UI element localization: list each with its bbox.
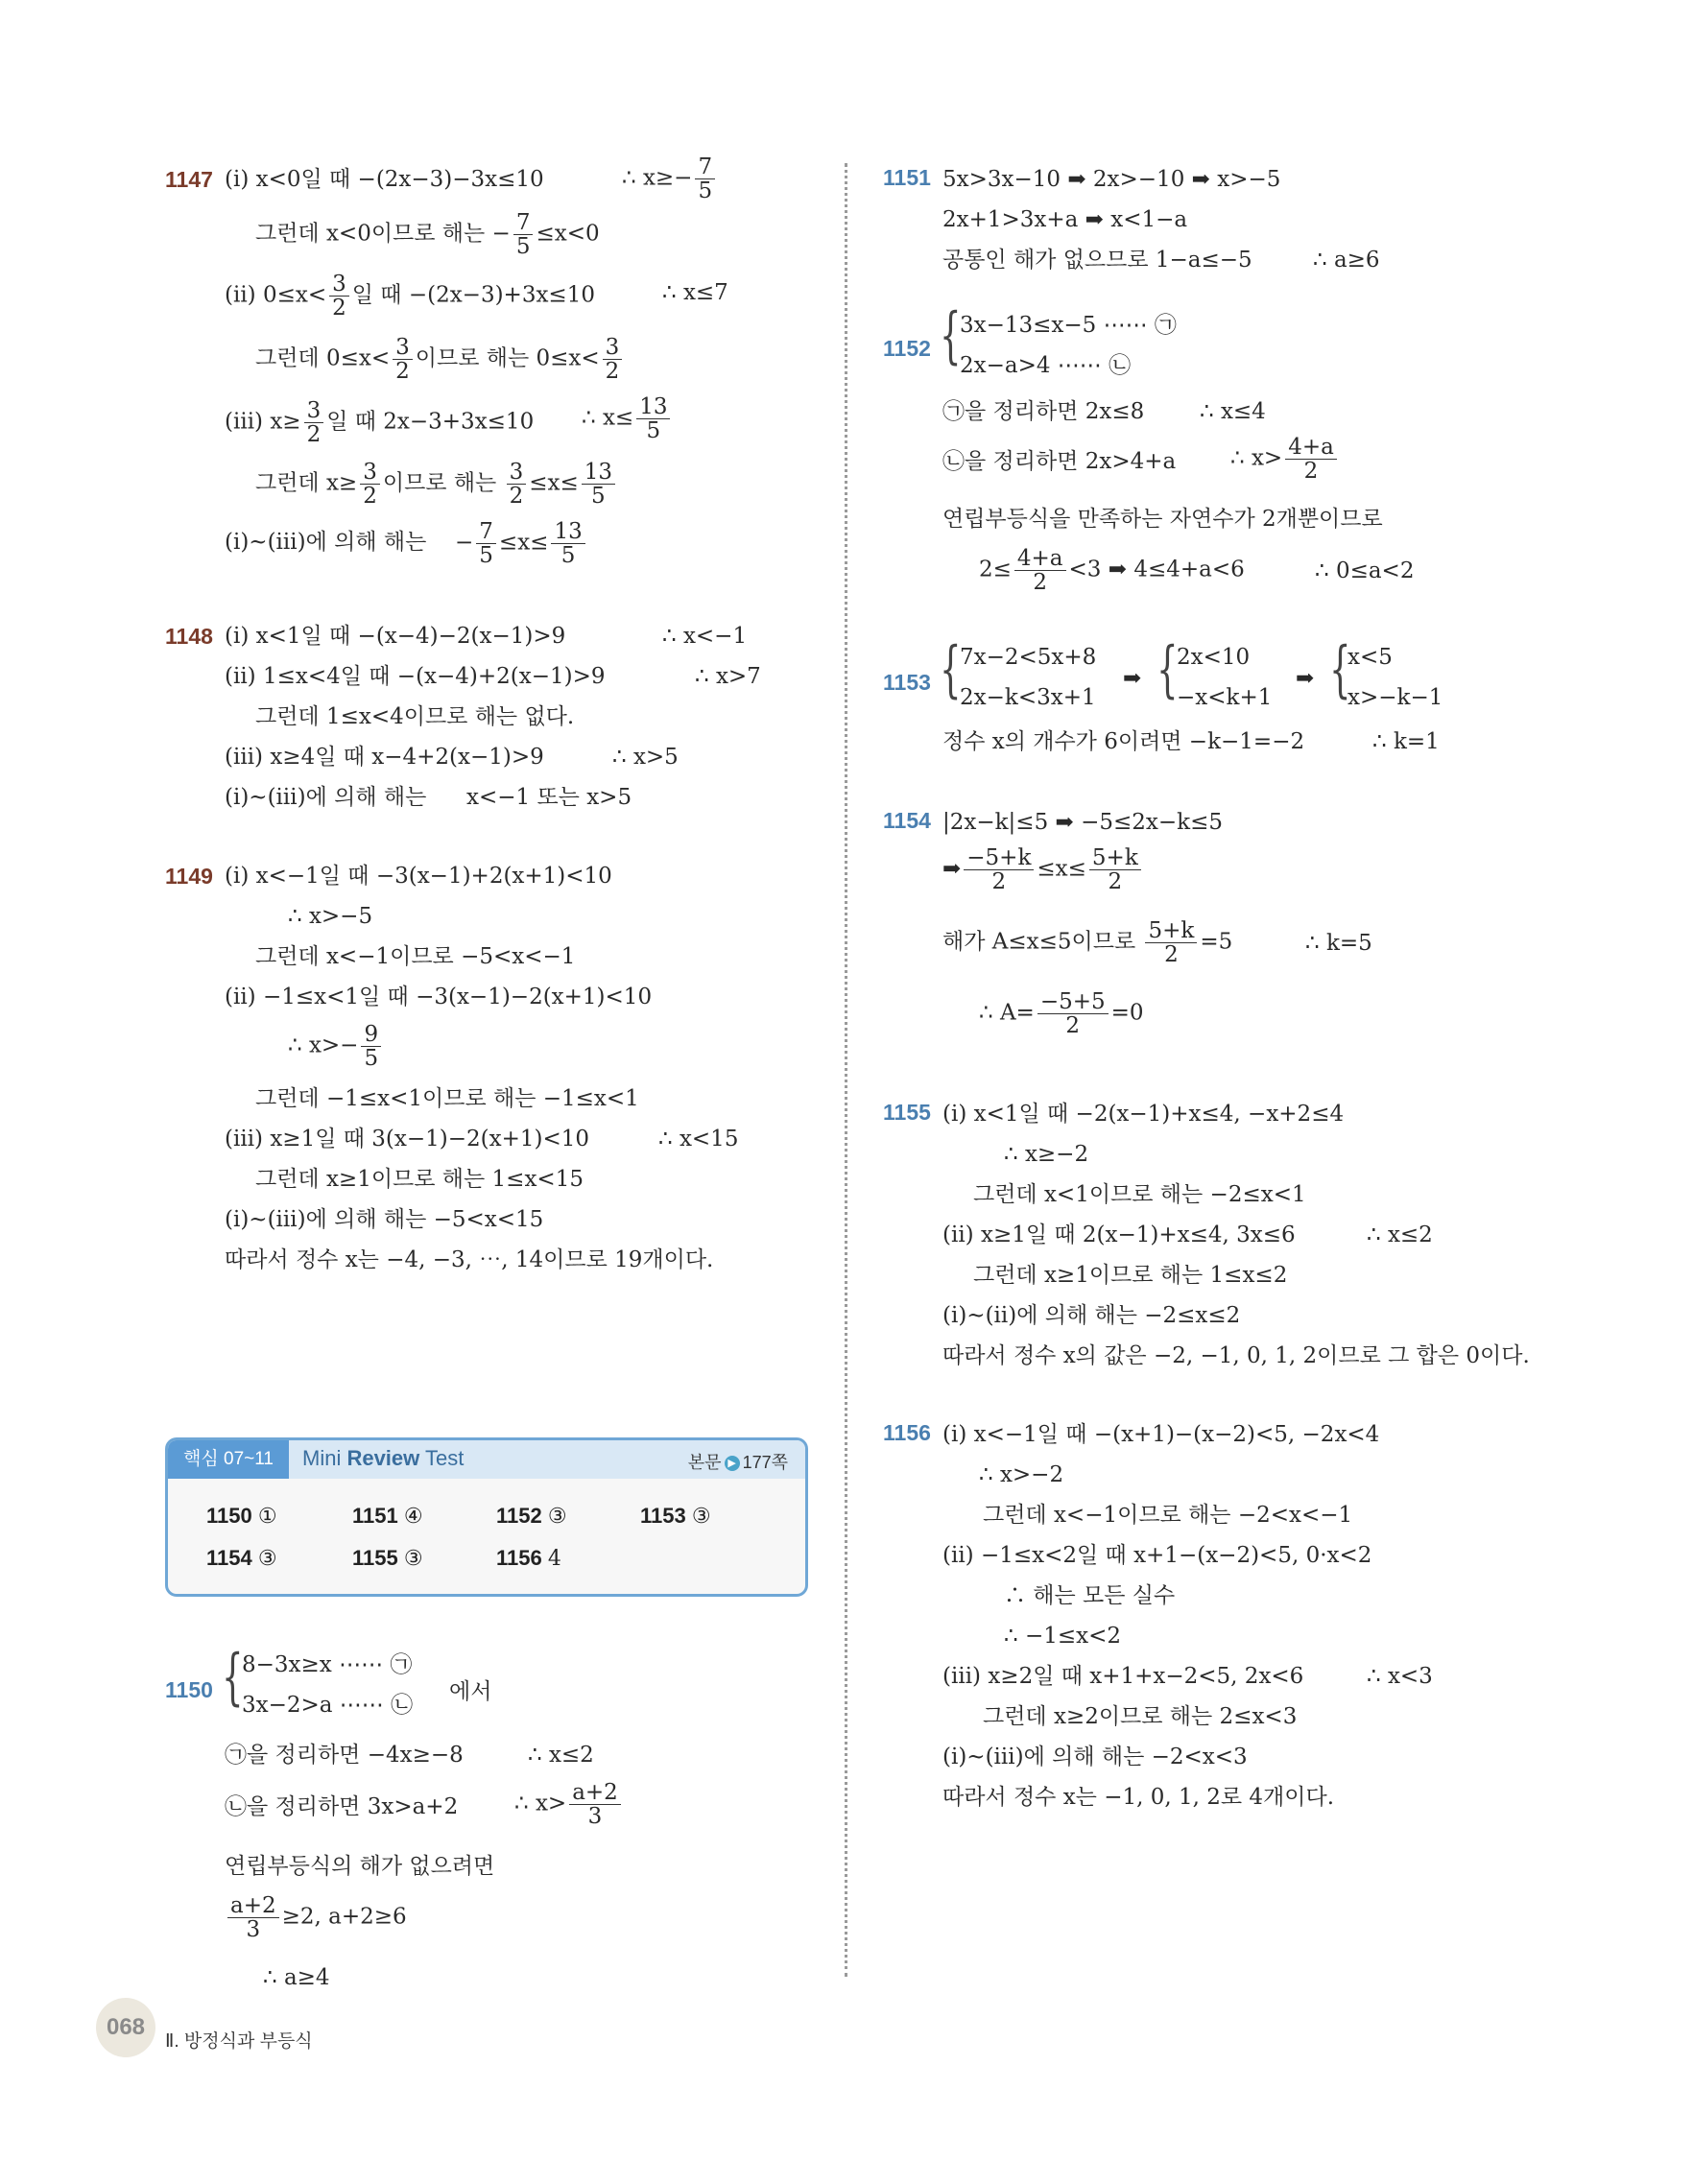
arrow-icon: ➡ bbox=[1123, 666, 1142, 691]
fraction: $\frac{13}{5}$ bbox=[582, 461, 615, 508]
solution-result bbox=[582, 395, 673, 442]
solution-line: 그런데 −1≤x<1이므로 해는 −1≤x<1 bbox=[255, 1086, 639, 1111]
line-text: ≥2, a+2≥6 bbox=[281, 1904, 407, 1930]
problem-number-1153: 1153 bbox=[883, 670, 931, 695]
solution-result: ∴ x>7 bbox=[695, 664, 761, 689]
fraction: $\frac{-5+5}{2}$ bbox=[1037, 990, 1109, 1037]
solution-line: (ⅰ) x<−1일 때 −3(x−1)+2(x+1)<10 bbox=[225, 864, 612, 889]
fraction: $\frac{3}{2}$ bbox=[393, 336, 413, 383]
problem-number-1155: 1155 bbox=[883, 1100, 931, 1125]
line-text: <3 ➡ 4≤4+a<6 bbox=[1068, 557, 1245, 582]
solution-line: 에서 bbox=[449, 1679, 492, 1704]
solution-line: 그런데 1≤x<4이므로 해는 없다. bbox=[255, 704, 575, 729]
system-equation: −x<k+1 bbox=[1177, 685, 1273, 710]
line-text: ∴ x>− bbox=[288, 1033, 359, 1058]
system-equation: x>−k−1 bbox=[1347, 685, 1443, 710]
solution-line: (ⅱ) x≥1일 때 2(x−1)+x≤4, 3x≤6 bbox=[942, 1223, 1296, 1247]
solution-line: ∴ x>−2 bbox=[979, 1462, 1064, 1487]
solution-line bbox=[979, 990, 1144, 1037]
fraction: $\frac{5+k}{2}$ bbox=[1145, 919, 1197, 966]
solution-line: (ⅰ)~(ⅲ)에 의해 해는 −2<x<3 bbox=[942, 1745, 1248, 1769]
solution-line: 그런데 x<1이므로 해는 −2≤x<1 bbox=[973, 1182, 1306, 1207]
solution-result: ∴ x≤7 bbox=[662, 280, 728, 305]
mini-review-test-box bbox=[165, 1437, 808, 1597]
solution-line: 5x>3x−10 ➡ 2x>−10 ➡ x>−5 bbox=[942, 167, 1281, 192]
solution-line bbox=[942, 846, 1144, 893]
solution-line bbox=[255, 336, 625, 383]
review-header bbox=[168, 1440, 805, 1479]
system-equation: 7x−2<5x+8 bbox=[960, 645, 1097, 670]
arrow-icon: ▶ bbox=[725, 1456, 740, 1471]
line-text: 해가 A≤x≤5이므로 bbox=[942, 929, 1136, 955]
solution-line: (ⅰ)~(ⅲ)에 의해 해는 −5<x<15 bbox=[225, 1207, 544, 1232]
solution-line bbox=[942, 919, 1232, 966]
system-brace: { bbox=[1329, 634, 1351, 705]
solution-line: (ⅰ) x<1일 때 −(x−4)−2(x−1)>9 bbox=[225, 624, 566, 649]
fraction: $\frac{a+2}{3}$ bbox=[227, 1894, 279, 1941]
fraction: $\frac{9}{5}$ bbox=[361, 1023, 381, 1070]
solution-line: ∴ x≥−2 bbox=[1004, 1142, 1089, 1167]
solution-line: (ⅲ) x≥2일 때 x+1+x−2<5, 2x<6 bbox=[942, 1664, 1304, 1689]
solution-line: ㉡을 정리하면 2x>4+a bbox=[942, 449, 1177, 474]
answer-item: 1153 ③ bbox=[640, 1504, 711, 1529]
case-text: (ⅱ) 0≤x< bbox=[225, 282, 327, 308]
solution-result: ∴ x≤4 bbox=[1200, 399, 1266, 424]
solution-line bbox=[979, 547, 1245, 594]
solution-result: ∴ a≥6 bbox=[1313, 248, 1380, 273]
fraction: $\frac{5+k}{2}$ bbox=[1089, 846, 1141, 893]
solution-result bbox=[622, 155, 718, 202]
solution-line bbox=[288, 1023, 384, 1070]
solution-result: ∴ x>5 bbox=[612, 745, 679, 770]
fraction: $\frac{13}{5}$ bbox=[636, 395, 670, 442]
solution-line: 그런데 x≥1이므로 해는 1≤x≤2 bbox=[973, 1263, 1288, 1288]
fraction: $\frac{-5+k}{2}$ bbox=[964, 846, 1034, 893]
fraction: $\frac{3}{2}$ bbox=[603, 336, 623, 383]
system-brace: { bbox=[940, 300, 962, 371]
solution-result: ∴ k=5 bbox=[1305, 931, 1372, 956]
solution-line: 따라서 정수 x는 −4, −3, ⋯, 14이므로 19개이다. bbox=[225, 1247, 714, 1272]
solution-line: (ⅰ) x<1일 때 −2(x−1)+x≤4, −x+2≤4 bbox=[942, 1102, 1345, 1127]
result-text: ≤x≤ bbox=[498, 530, 549, 556]
solution-line bbox=[225, 1894, 407, 1941]
solution-line: (ⅰ)~(ⅱ)에 의해 해는 −2≤x≤2 bbox=[942, 1303, 1241, 1328]
line-text: 그런데 x≥ bbox=[255, 470, 358, 496]
line-text: 이므로 해는 bbox=[382, 470, 497, 496]
solution-line: |2x−k|≤5 ➡ −5≤2x−k≤5 bbox=[942, 810, 1224, 835]
line-text: =5 bbox=[1200, 929, 1233, 955]
review-tag: 핵심 07~11 bbox=[168, 1440, 289, 1479]
fraction: $\frac{3}{2}$ bbox=[304, 399, 324, 446]
fraction: $\frac{3}{2}$ bbox=[360, 461, 380, 508]
fraction: $\frac{a+2}{3}$ bbox=[569, 1781, 621, 1828]
column-divider bbox=[845, 163, 847, 1977]
answer-item: 1152 ③ bbox=[496, 1504, 567, 1529]
line-text: 2≤ bbox=[979, 557, 1012, 582]
answer-item: 1150 ① bbox=[206, 1504, 277, 1529]
case-text: (ⅲ) x≥ bbox=[225, 409, 301, 435]
case-text: (ⅰ) x<0일 때 −(2x−3)−3x≤10 bbox=[225, 167, 544, 192]
fraction: $\frac{7}{5}$ bbox=[513, 211, 534, 258]
solution-result: x<−1 또는 x>5 bbox=[466, 785, 632, 810]
solution-result: ∴ 0≤a<2 bbox=[1315, 558, 1415, 583]
result-text: ∴ x> bbox=[1230, 445, 1283, 471]
solution-result: ∴ x≤2 bbox=[528, 1743, 594, 1768]
solution-result: ∴ a≥4 bbox=[263, 1965, 330, 1990]
system-equation: 2x−k<3x+1 bbox=[960, 685, 1096, 710]
solution-line: (ⅱ) −1≤x<2일 때 x+1−(x−2)<5, 0·x<2 bbox=[942, 1543, 1372, 1568]
solution-line: 그런데 x<−1이므로 −5<x<−1 bbox=[255, 944, 576, 969]
solution-result: ∴ x<15 bbox=[658, 1127, 739, 1151]
problem-number-1156: 1156 bbox=[883, 1420, 931, 1445]
case-text: 일 때 −(2x−3)+3x≤10 bbox=[351, 282, 595, 308]
solution-line: (ⅱ) 1≤x<4일 때 −(x−4)+2(x−1)>9 bbox=[225, 664, 606, 689]
page-number: 068 bbox=[96, 1998, 155, 2057]
fraction: $\frac{13}{5}$ bbox=[551, 520, 584, 567]
solution-line: 그런데 x≥1이므로 해는 1≤x<15 bbox=[255, 1167, 584, 1192]
line-text: ≤x≤ bbox=[529, 470, 579, 496]
result-text: − bbox=[455, 530, 474, 556]
fraction: $\frac{7}{5}$ bbox=[695, 155, 715, 202]
fraction: $\frac{3}{2}$ bbox=[329, 273, 349, 320]
problem-number-1151: 1151 bbox=[883, 165, 931, 190]
review-page-ref: 본문 ▶ 177쪽 bbox=[687, 1453, 788, 1472]
line-text: 그런데 0≤x< bbox=[255, 345, 391, 371]
system-equation: 2x−a>4 ⋯⋯ ㉡ bbox=[960, 353, 1132, 378]
line-text: ≤x≤ bbox=[1037, 856, 1086, 882]
arrow-icon: ➡ bbox=[1296, 666, 1315, 691]
line-text: 이므로 해는 0≤x< bbox=[415, 345, 600, 371]
problem-number-1150: 1150 bbox=[165, 1677, 213, 1702]
solution-result bbox=[1230, 436, 1340, 483]
solution-line: (ⅰ)~(ⅲ)에 의해 해는 bbox=[225, 530, 427, 555]
line-text: =0 bbox=[1110, 1000, 1144, 1026]
review-title: Mini Review Test bbox=[302, 1446, 465, 1470]
system-equation: x<5 bbox=[1347, 645, 1393, 670]
solution-line: ∴ x>−5 bbox=[288, 904, 373, 929]
solution-line bbox=[225, 399, 534, 446]
answer-item: 1151 ④ bbox=[352, 1504, 423, 1529]
system-brace: { bbox=[1156, 634, 1179, 705]
answer-item: 1156 4 bbox=[496, 1546, 561, 1571]
problem-number-1148: 1148 bbox=[165, 624, 213, 649]
solution-line: ㉡을 정리하면 3x>a+2 bbox=[225, 1794, 459, 1819]
case-text: 일 때 2x−3+3x≤10 bbox=[326, 409, 535, 435]
solution-line: ∴ −1≤x<2 bbox=[1004, 1624, 1121, 1649]
solution-line: (ⅲ) x≥1일 때 3(x−1)−2(x+1)<10 bbox=[225, 1127, 589, 1151]
solution-line bbox=[255, 461, 618, 508]
system-brace: { bbox=[940, 634, 962, 705]
solution-line: 연립부등식을 만족하는 자연수가 2개뿐이므로 bbox=[942, 507, 1383, 532]
solution-line: (ⅰ)~(ⅲ)에 의해 해는 bbox=[225, 785, 427, 810]
fraction: $\frac{4+a}{2}$ bbox=[1014, 547, 1066, 594]
solution-line: ㉠을 정리하면 −4x≥−8 bbox=[225, 1743, 464, 1768]
chapter-title: Ⅱ. 방정식과 부등식 bbox=[165, 2031, 313, 2052]
fraction: $\frac{4+a}{2}$ bbox=[1285, 436, 1337, 483]
solution-line bbox=[225, 273, 595, 320]
problem-number-1152: 1152 bbox=[883, 336, 931, 361]
system-equation: 2x<10 bbox=[1177, 645, 1251, 670]
solution-result: ∴ x<3 bbox=[1367, 1664, 1433, 1689]
result-text: ∴ x≤ bbox=[582, 405, 634, 431]
line-text: 그런데 x<0이므로 해는 − bbox=[255, 221, 511, 247]
system-equation: 3x−13≤x−5 ⋯⋯ ㉠ bbox=[960, 313, 1177, 338]
solution-result: ∴ x<−1 bbox=[662, 624, 748, 649]
solution-line: 연립부등식의 해가 없으려면 bbox=[225, 1854, 495, 1879]
solution-line: (ⅱ) −1≤x<1일 때 −3(x−1)−2(x+1)<10 bbox=[225, 985, 653, 1009]
solution-line: 공통인 해가 없으므로 1−a≤−5 bbox=[942, 248, 1252, 273]
solution-line: 그런데 x<−1이므로 해는 −2<x<−1 bbox=[983, 1503, 1353, 1528]
solution-result bbox=[514, 1781, 624, 1828]
fraction: $\frac{3}{2}$ bbox=[507, 461, 527, 508]
solution-line bbox=[225, 165, 544, 194]
solution-line: 정수 x의 개수가 6이려면 −k−1=−2 bbox=[942, 729, 1305, 754]
solution-line: ㉠을 정리하면 2x≤8 bbox=[942, 399, 1145, 424]
solution-result: ∴ k=1 bbox=[1372, 729, 1440, 754]
solution-line: 2x+1>3x+a ➡ x<1−a bbox=[942, 207, 1188, 232]
problem-number-1147: 1147 bbox=[165, 167, 213, 192]
solution-line: 그런데 x≥2이므로 해는 2≤x<3 bbox=[983, 1704, 1298, 1729]
solution-line: 따라서 정수 x는 −1, 0, 1, 2로 4개이다. bbox=[942, 1785, 1335, 1810]
solution-result: ∴ x≤2 bbox=[1367, 1223, 1433, 1247]
solution-result bbox=[455, 520, 588, 567]
problem-number-1154: 1154 bbox=[883, 808, 931, 833]
result-text: ∴ x≥− bbox=[622, 165, 693, 191]
line-text: ≤x<0 bbox=[536, 221, 600, 247]
solution-line: (ⅰ) x<−1일 때 −(x+1)−(x−2)<5, −2x<4 bbox=[942, 1422, 1380, 1447]
fraction: $\frac{7}{5}$ bbox=[476, 520, 496, 567]
solution-line bbox=[255, 211, 600, 258]
result-text: ∴ x> bbox=[514, 1791, 567, 1816]
solution-line: 따라서 정수 x의 값은 −2, −1, 0, 1, 2이므로 그 합은 0이다. bbox=[942, 1343, 1530, 1368]
line-text: ∴ A= bbox=[979, 1000, 1035, 1026]
answer-item: 1155 ③ bbox=[352, 1546, 423, 1571]
problem-number-1149: 1149 bbox=[165, 864, 213, 889]
system-equation: 8−3x≥x ⋯⋯ ㉠ bbox=[242, 1652, 413, 1677]
solution-line: ∴ 해는 모든 실수 bbox=[1004, 1583, 1176, 1608]
system-equation: 3x−2>a ⋯⋯ ㉡ bbox=[242, 1693, 414, 1718]
arrow-icon: ➡ bbox=[942, 856, 962, 882]
answer-item: 1154 ③ bbox=[206, 1546, 277, 1571]
solution-line: (ⅲ) x≥4일 때 x−4+2(x−1)>9 bbox=[225, 745, 544, 770]
system-brace: { bbox=[222, 1642, 244, 1713]
